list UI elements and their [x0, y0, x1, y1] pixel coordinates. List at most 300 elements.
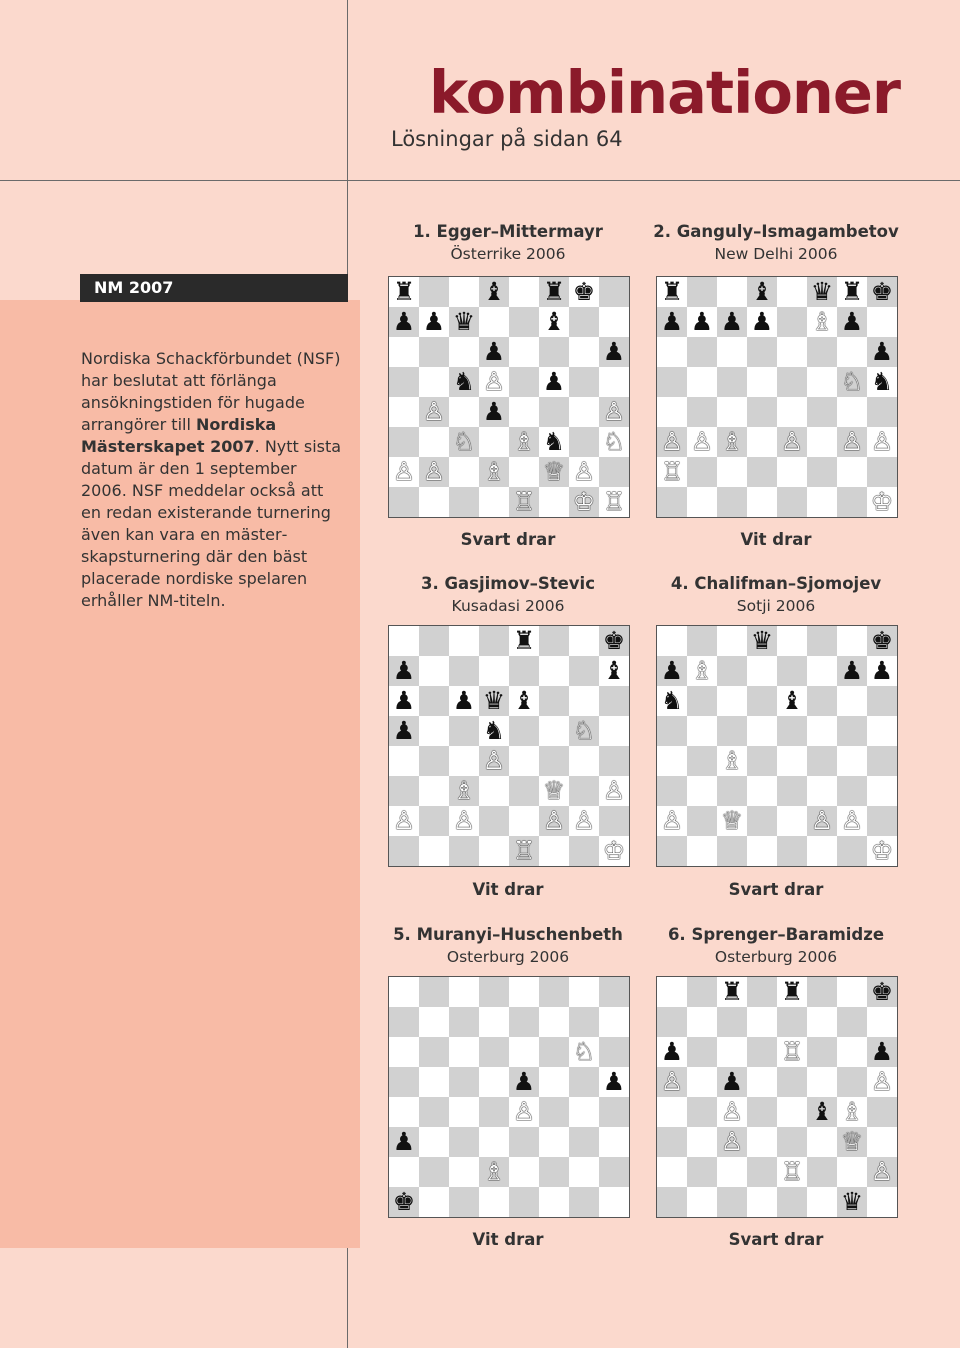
white-pawn-icon: ♙	[602, 776, 626, 805]
board-square	[657, 716, 687, 746]
white-pawn-icon: ♙	[392, 457, 416, 486]
board-square	[599, 1157, 629, 1187]
board-square	[509, 277, 539, 307]
board-square	[717, 626, 747, 656]
board-square	[509, 367, 539, 397]
black-pawn-icon: ♟	[482, 397, 506, 426]
board-square	[539, 686, 569, 716]
white-pawn-icon: ♙	[542, 806, 566, 835]
board-square	[389, 977, 419, 1007]
sidebar-heading-bar	[80, 274, 348, 302]
white-knight-icon: ♘	[572, 716, 596, 745]
game-title: 6. Sprenger–Baramidze	[667, 925, 885, 944]
white-pawn-icon: ♙	[780, 427, 804, 456]
board-square	[419, 1037, 449, 1067]
chess-board	[656, 276, 898, 518]
board-square	[449, 397, 479, 427]
black-pawn-icon: ♟	[392, 716, 416, 745]
board-square	[569, 656, 599, 686]
white-pawn-icon: ♙	[690, 427, 714, 456]
board-square	[479, 836, 509, 866]
black-queen-icon: ♛	[482, 686, 506, 715]
board-square	[807, 397, 837, 427]
board-square	[509, 307, 539, 337]
board-square	[539, 626, 569, 656]
white-bishop-icon: ♗	[512, 427, 536, 456]
black-bishop-icon: ♝	[482, 277, 506, 306]
board-square	[599, 746, 629, 776]
board-square	[419, 626, 449, 656]
board-square	[569, 1127, 599, 1157]
black-pawn-icon: ♟	[720, 307, 744, 336]
board-square	[867, 397, 897, 427]
white-bishop-icon: ♗	[720, 427, 744, 456]
board-square	[569, 836, 599, 866]
board-square	[837, 626, 867, 656]
black-pawn-icon: ♟	[542, 367, 566, 396]
board-square	[747, 397, 777, 427]
black-pawn-icon: ♟	[660, 656, 684, 685]
board-square	[687, 367, 717, 397]
black-pawn-icon: ♟	[392, 1127, 416, 1156]
board-square	[389, 1037, 419, 1067]
side-to-move: Svart drar	[728, 880, 824, 899]
board-square	[777, 307, 807, 337]
board-square	[599, 1187, 629, 1217]
board-square	[599, 716, 629, 746]
white-queen-icon: ♕	[840, 1127, 864, 1156]
board-square	[479, 977, 509, 1007]
board-square	[419, 1097, 449, 1127]
board-square	[539, 746, 569, 776]
board-square	[747, 1007, 777, 1037]
board-square	[539, 1007, 569, 1037]
board-square	[419, 427, 449, 457]
black-king-icon: ♚	[870, 626, 894, 655]
game-event: Österrike 2006	[450, 245, 566, 263]
black-pawn-icon: ♟	[660, 1037, 684, 1066]
board-square	[449, 1097, 479, 1127]
board-square	[687, 337, 717, 367]
black-bishop-icon: ♝	[602, 656, 626, 685]
board-square	[807, 1007, 837, 1037]
game-event: Osterburg 2006	[446, 948, 570, 966]
board-square	[509, 1037, 539, 1067]
sidebar-heading: NM 2007	[94, 278, 174, 297]
board-square	[599, 1037, 629, 1067]
board-square	[419, 1157, 449, 1187]
page-title: kombinationer	[428, 58, 900, 127]
board-square	[807, 337, 837, 367]
game-title: 2. Ganguly–Ismagambetov	[653, 222, 899, 241]
board-square	[837, 686, 867, 716]
board-square	[479, 1067, 509, 1097]
black-king-icon: ♚	[870, 277, 894, 306]
board-square	[569, 1097, 599, 1127]
board-square	[687, 836, 717, 866]
black-pawn-icon: ♟	[720, 1067, 744, 1096]
white-rook-icon: ♖	[512, 836, 536, 865]
board-square	[509, 337, 539, 367]
board-square	[479, 806, 509, 836]
board-square	[539, 977, 569, 1007]
board-square	[747, 746, 777, 776]
board-square	[747, 487, 777, 517]
black-knight-icon: ♞	[482, 716, 506, 745]
board-square	[717, 1037, 747, 1067]
board-square	[687, 1067, 717, 1097]
side-to-move: Vit drar	[472, 880, 544, 899]
board-square	[807, 1037, 837, 1067]
board-square	[539, 836, 569, 866]
board-square	[657, 337, 687, 367]
game-event: Sotji 2006	[736, 597, 816, 615]
board-square	[717, 457, 747, 487]
white-knight-icon: ♘	[572, 1037, 596, 1066]
board-square	[509, 1157, 539, 1187]
board-square	[747, 1067, 777, 1097]
board-square	[569, 686, 599, 716]
board-square	[569, 977, 599, 1007]
board-square	[479, 776, 509, 806]
white-pawn-icon: ♙	[840, 427, 864, 456]
board-square	[687, 806, 717, 836]
board-square	[569, 1007, 599, 1037]
white-pawn-icon: ♙	[660, 806, 684, 835]
game-title: 3. Gasjimov–Stevic	[421, 574, 595, 593]
board-square	[777, 746, 807, 776]
board-square	[539, 487, 569, 517]
black-pawn-icon: ♟	[602, 1067, 626, 1096]
white-king-icon: ♔	[870, 487, 894, 516]
white-pawn-icon: ♙	[482, 746, 506, 775]
board-square	[807, 716, 837, 746]
white-rook-icon: ♖	[512, 487, 536, 516]
chess-board	[388, 625, 630, 867]
board-square	[539, 1097, 569, 1127]
board-square	[687, 1157, 717, 1187]
board-square	[539, 1037, 569, 1067]
black-pawn-icon: ♟	[690, 307, 714, 336]
board-square	[717, 487, 747, 517]
board-square	[777, 806, 807, 836]
board-square	[657, 397, 687, 427]
board-square	[569, 776, 599, 806]
black-bishop-icon: ♝	[810, 1097, 834, 1126]
board-square	[479, 427, 509, 457]
board-square	[419, 1187, 449, 1217]
white-pawn-icon: ♙	[840, 806, 864, 835]
board-square	[479, 1127, 509, 1157]
white-pawn-icon: ♙	[452, 806, 476, 835]
board-square	[389, 836, 419, 866]
board-square	[777, 487, 807, 517]
board-square	[479, 656, 509, 686]
board-square	[539, 1067, 569, 1097]
board-square	[657, 1157, 687, 1187]
header-divider	[0, 180, 960, 181]
white-bishop-icon: ♗	[840, 1097, 864, 1126]
board-square	[599, 367, 629, 397]
black-knight-icon: ♞	[542, 427, 566, 456]
board-square	[419, 1007, 449, 1037]
board-square	[389, 746, 419, 776]
black-knight-icon: ♞	[660, 686, 684, 715]
board-square	[717, 1157, 747, 1187]
board-square	[837, 836, 867, 866]
white-knight-icon: ♘	[602, 427, 626, 456]
black-pawn-icon: ♟	[392, 656, 416, 685]
board-square	[479, 1007, 509, 1037]
board-square	[717, 337, 747, 367]
white-pawn-icon: ♙	[720, 1097, 744, 1126]
black-rook-icon: ♜	[840, 277, 864, 306]
board-square	[777, 1067, 807, 1097]
board-square	[837, 1037, 867, 1067]
board-square	[539, 1127, 569, 1157]
board-square	[657, 626, 687, 656]
board-square	[687, 626, 717, 656]
board-square	[389, 427, 419, 457]
board-square	[747, 776, 777, 806]
board-square	[807, 367, 837, 397]
board-square	[509, 746, 539, 776]
board-square	[687, 746, 717, 776]
board-square	[837, 746, 867, 776]
board-square	[479, 1037, 509, 1067]
white-pawn-icon: ♙	[720, 1127, 744, 1156]
board-square	[449, 716, 479, 746]
black-rook-icon: ♜	[542, 277, 566, 306]
board-square	[419, 836, 449, 866]
board-square	[657, 1007, 687, 1037]
board-square	[807, 487, 837, 517]
board-square	[657, 1187, 687, 1217]
board-square	[449, 746, 479, 776]
white-pawn-icon: ♙	[512, 1097, 536, 1126]
board-square	[509, 397, 539, 427]
board-square	[389, 487, 419, 517]
board-square	[449, 337, 479, 367]
board-square	[419, 716, 449, 746]
board-square	[657, 836, 687, 866]
board-square	[389, 1007, 419, 1037]
board-square	[777, 1127, 807, 1157]
black-king-icon: ♚	[870, 977, 894, 1006]
board-square	[599, 277, 629, 307]
board-square	[687, 277, 717, 307]
board-square	[657, 776, 687, 806]
board-square	[777, 457, 807, 487]
board-square	[777, 656, 807, 686]
board-square	[837, 716, 867, 746]
black-bishop-icon: ♝	[780, 686, 804, 715]
black-pawn-icon: ♟	[660, 307, 684, 336]
board-square	[717, 836, 747, 866]
board-square	[717, 656, 747, 686]
black-knight-icon: ♞	[452, 367, 476, 396]
board-square	[599, 1127, 629, 1157]
board-square	[569, 307, 599, 337]
board-square	[717, 686, 747, 716]
black-queen-icon: ♛	[750, 626, 774, 655]
board-square	[539, 337, 569, 367]
board-square	[867, 1097, 897, 1127]
board-square	[419, 776, 449, 806]
board-square	[687, 716, 717, 746]
board-square	[747, 656, 777, 686]
board-square	[867, 746, 897, 776]
white-pawn-icon: ♙	[602, 397, 626, 426]
board-square	[419, 1127, 449, 1157]
board-square	[687, 776, 717, 806]
board-square	[687, 397, 717, 427]
black-pawn-icon: ♟	[452, 686, 476, 715]
white-bishop-icon: ♗	[810, 307, 834, 336]
black-pawn-icon: ♟	[840, 656, 864, 685]
board-square	[657, 1097, 687, 1127]
board-square	[657, 977, 687, 1007]
game-title: 5. Muranyi–Huschenbeth	[393, 925, 623, 944]
board-square	[479, 487, 509, 517]
white-king-icon: ♔	[602, 836, 626, 865]
black-rook-icon: ♜	[780, 977, 804, 1006]
board-square	[419, 806, 449, 836]
black-pawn-icon: ♟	[482, 337, 506, 366]
black-queen-icon: ♛	[452, 307, 476, 336]
white-knight-icon: ♘	[840, 367, 864, 396]
white-king-icon: ♔	[870, 836, 894, 865]
white-queen-icon: ♕	[542, 457, 566, 486]
board-square	[687, 1127, 717, 1157]
board-square	[717, 716, 747, 746]
board-square	[449, 457, 479, 487]
board-square	[569, 427, 599, 457]
black-knight-icon: ♞	[870, 367, 894, 396]
black-queen-icon: ♛	[840, 1187, 864, 1216]
board-square	[599, 686, 629, 716]
board-square	[747, 1127, 777, 1157]
board-square	[479, 307, 509, 337]
board-square	[747, 806, 777, 836]
board-square	[569, 337, 599, 367]
board-square	[539, 397, 569, 427]
board-square	[807, 977, 837, 1007]
board-square	[867, 1007, 897, 1037]
board-square	[867, 1187, 897, 1217]
article-text-1: Nordiska Schackförbundet (NSF) har beslutat att förlänga ansökningstiden för hugade arrangörer till	[81, 349, 341, 434]
white-queen-icon: ♕	[720, 806, 744, 835]
board-square	[717, 776, 747, 806]
board-square	[807, 836, 837, 866]
side-to-move: Vit drar	[740, 530, 812, 549]
board-square	[569, 746, 599, 776]
board-square	[777, 277, 807, 307]
board-square	[777, 397, 807, 427]
board-square	[389, 776, 419, 806]
board-square	[687, 686, 717, 716]
board-square	[747, 716, 777, 746]
black-king-icon: ♚	[392, 1187, 416, 1216]
board-square	[777, 1187, 807, 1217]
board-square	[419, 1067, 449, 1097]
black-pawn-icon: ♟	[512, 1067, 536, 1096]
board-square	[509, 1187, 539, 1217]
white-bishop-icon: ♗	[690, 656, 714, 685]
board-square	[449, 1127, 479, 1157]
board-square	[687, 1037, 717, 1067]
board-square	[867, 307, 897, 337]
white-rook-icon: ♖	[660, 457, 684, 486]
board-square	[837, 977, 867, 1007]
board-square	[419, 656, 449, 686]
white-pawn-icon: ♙	[572, 457, 596, 486]
board-square	[509, 1007, 539, 1037]
board-square	[687, 1007, 717, 1037]
board-square	[419, 487, 449, 517]
board-square	[449, 1187, 479, 1217]
board-square	[807, 1187, 837, 1217]
board-square	[867, 776, 897, 806]
board-square	[837, 397, 867, 427]
chess-board	[656, 976, 898, 1218]
board-square	[539, 716, 569, 746]
board-square	[777, 716, 807, 746]
board-square	[807, 427, 837, 457]
board-square	[777, 1007, 807, 1037]
black-rook-icon: ♜	[512, 626, 536, 655]
board-square	[717, 397, 747, 427]
board-square	[509, 1127, 539, 1157]
board-square	[687, 487, 717, 517]
board-square	[747, 686, 777, 716]
game-event: Osterburg 2006	[714, 948, 838, 966]
white-pawn-icon: ♙	[810, 806, 834, 835]
board-square	[867, 716, 897, 746]
board-square	[747, 427, 777, 457]
black-queen-icon: ♛	[810, 277, 834, 306]
white-pawn-icon: ♙	[870, 1157, 894, 1186]
board-square	[777, 626, 807, 656]
side-to-move: Svart drar	[728, 1230, 824, 1249]
black-pawn-icon: ♟	[392, 307, 416, 336]
white-pawn-icon: ♙	[660, 1067, 684, 1096]
white-pawn-icon: ♙	[482, 367, 506, 396]
white-bishop-icon: ♗	[452, 776, 476, 805]
white-knight-icon: ♘	[452, 427, 476, 456]
white-king-icon: ♔	[572, 487, 596, 516]
board-square	[569, 626, 599, 656]
board-square	[717, 277, 747, 307]
board-square	[599, 1097, 629, 1127]
white-pawn-icon: ♙	[870, 427, 894, 456]
board-square	[867, 806, 897, 836]
board-square	[867, 1127, 897, 1157]
board-square	[777, 337, 807, 367]
white-rook-icon: ♖	[602, 487, 626, 516]
board-square	[777, 836, 807, 866]
board-square	[777, 776, 807, 806]
white-pawn-icon: ♙	[422, 457, 446, 486]
board-square	[389, 337, 419, 367]
board-square	[657, 1127, 687, 1157]
board-square	[747, 457, 777, 487]
board-square	[599, 977, 629, 1007]
board-square	[687, 1097, 717, 1127]
board-square	[807, 656, 837, 686]
side-to-move: Vit drar	[472, 1230, 544, 1249]
chess-board	[388, 976, 630, 1218]
